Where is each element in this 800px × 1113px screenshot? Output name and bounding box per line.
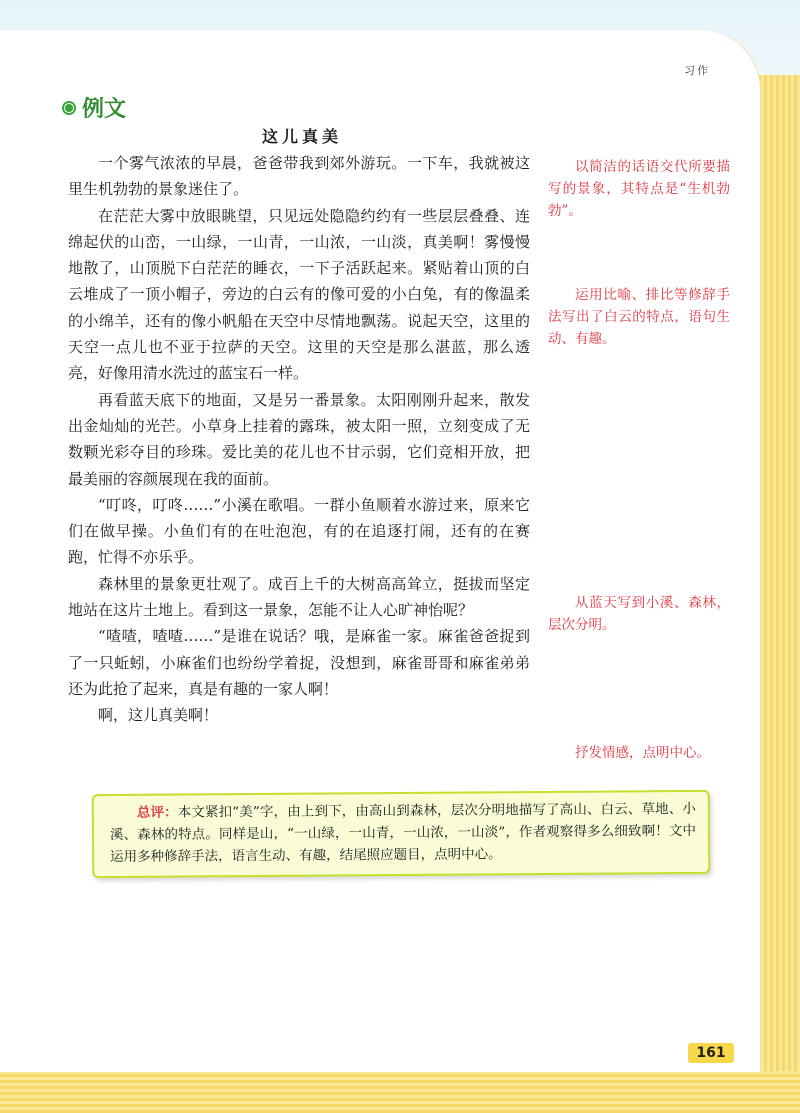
summary-body: 本文紧扣“美”字，由上到下，由高山到森林，层次分明地描写了高山、白云、草地、小溪、森林的特点。同样是山，“一山绿，一山青，一山浓，一山淡”，作者观察得多么细致啊！文中运用多种修辞手法，语言生动、有趣，结尾照应题目，点明中心。 — [109, 800, 697, 866]
article-paragraph: 在茫茫大雾中放眼眺望，只见远处隐隐约约有一些层层叠叠、连绵起伏的山峦，一山绿，一山青，一山浓，一山淡，真美啊！雾慢慢地散了，山顶脱下白茫茫的睡衣，一下子活跃起来。紧贴着山顶的白云堆成了一顶小帽子，旁边的白云有的像可爱的小白兔，有的像温柔的小绵羊，还有的像小帆船在天空中尽情地飘荡。说起天空，这里的天空一点儿也不亚于拉萨的天空。这里的天空是那么湛蓝，那么透亮，好像用清水洗过的蓝宝石一样。 — [68, 206, 530, 383]
margin-note-text: 抒发情感，点明中心。 — [575, 745, 710, 761]
chapter-tag: 习作 — [684, 64, 710, 77]
section-heading-label: 例文 — [82, 97, 127, 122]
margin-note — [548, 156, 730, 222]
article-body — [68, 150, 530, 729]
summary-text — [110, 798, 696, 868]
page-stack-edge-right — [758, 75, 800, 1113]
article-paragraph: 再看蓝天底下的地面，又是另一番景象。太阳刚刚升起来，散发出金灿灿的光芒。小草身上挂着的露珠，被太阳一照，立刻变成了无数颗光彩夺目的珍珠。爱比美的花儿也不甘示弱，它们竞相开放，把最美丽的容颜展现在我的面前。 — [68, 390, 530, 488]
summary-box — [92, 790, 711, 878]
margin-note — [548, 284, 730, 350]
article-paragraph: 一个雾气浓浓的早晨，爸爸带我到郊外游玩。一下车，我就被这里生机勃勃的景象迷住了。 — [68, 154, 530, 199]
margin-note — [548, 592, 730, 636]
margin-note — [548, 742, 730, 764]
article-title: 这儿真美 — [261, 127, 342, 146]
page-number: 161 — [688, 1043, 734, 1063]
section-heading — [62, 92, 126, 123]
margin-note-text: 从蓝天写到小溪、森林，层次分明。 — [548, 595, 730, 633]
article-paragraph: 森林里的景象更壮观了。成百上千的大树高高耸立，挺拔而坚定地站在这片土地上。看到这一景象，怎能不让人心旷神怡呢？ — [68, 574, 530, 620]
article-paragraph: “叮咚，叮咚……”小溪在歌唱。一群小鱼顺着水游过来，原来它们在做早操。小鱼们有的在吐泡泡，有的在追逐打闹，还有的在赛跑，忙得不亦乐乎。 — [68, 495, 530, 567]
article-paragraph: 啊，这儿真美啊！ — [98, 706, 219, 725]
page-stack-edge-bottom — [0, 1071, 800, 1113]
article-paragraph: “喳喳，喳喳……”是谁在说话？哦，是麻雀一家。麻雀爸爸捉到了一只蚯蚓，小麻雀们也纷纷学着捉，没想到，麻雀哥哥和麻雀弟弟还为此抢了起来，真是有趣的一家人啊！ — [68, 627, 530, 698]
summary-label: 总评： — [136, 804, 178, 821]
green-bullet-icon — [62, 101, 76, 115]
margin-note-text: 以简洁的话语交代所要描写的景象，其特点是“生机勃勃”。 — [548, 159, 730, 219]
margin-note-text: 运用比喻、排比等修辞手法写出了白云的特点，语句生动、有趣。 — [548, 287, 730, 347]
